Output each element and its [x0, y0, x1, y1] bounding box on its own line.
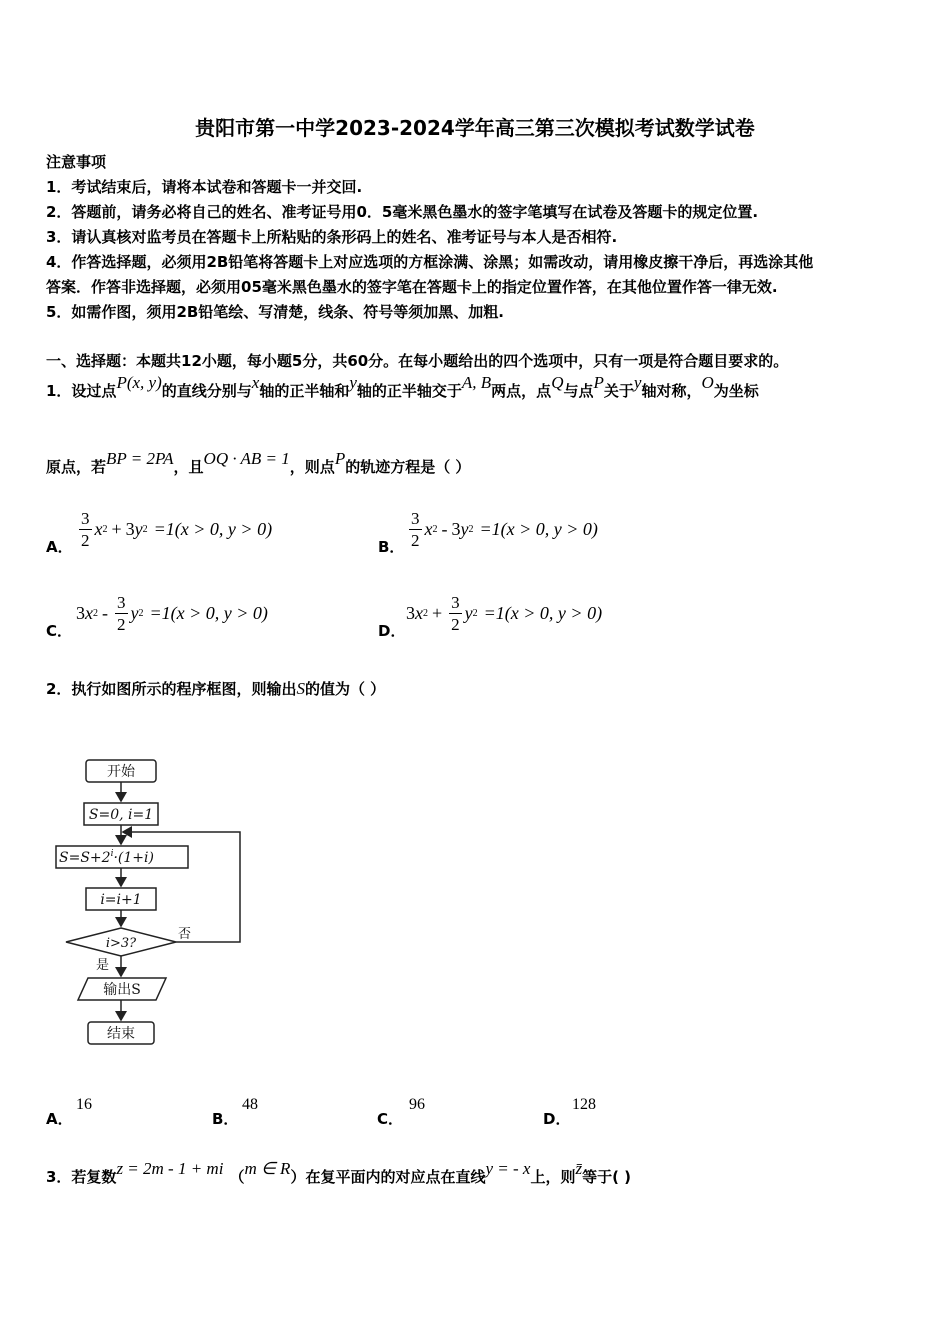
notice-item-4-cont: 答案．作答非选择题，必须用05毫米黑色墨水的签字笔在答题卡上的指定位置作答，在其他位置作答一律无效. — [46, 278, 778, 296]
q2-stem: 2．执行如图所示的程序框图，则输出S的值为（ ） — [46, 679, 386, 698]
notice-heading: 注意事项 — [46, 153, 107, 171]
flow-end-label: 结束 — [107, 1026, 135, 1042]
q1-option-a[interactable]: $\frac{3}{2}$ x 2 + 3 y 2 =1(x > 0, y > 0) — [81, 509, 273, 550]
q1-math: BP = 2PA — [106, 449, 174, 468]
fraction: $\frac{3}{2}$ — [451, 593, 460, 634]
notice-item-2: 2．答题前，请务必将自己的姓名、准考证号用0．5毫米黑色墨水的签字笔填写在试卷及答题卡的规定位置. — [46, 203, 759, 221]
flow-decision-label: i>3? — [105, 936, 137, 951]
q1-text: 原点，若 — [46, 458, 107, 476]
q2-option-a[interactable]: 16 — [76, 1096, 92, 1113]
q2-option-c[interactable]: 96 — [409, 1096, 425, 1113]
q1-text: ，则点 — [289, 458, 335, 476]
fraction: $\frac{3}{2}$ — [81, 509, 90, 550]
notice-item-5: 5．如需作图，须用2B铅笔绘、写清楚，线条、符号等须加黑、加粗. — [46, 303, 505, 321]
q1-math: x — [251, 373, 260, 392]
q1-line-2 — [46, 449, 471, 477]
q1-text: 与点 — [563, 382, 594, 400]
q1-math: y — [349, 373, 357, 392]
q1-option-b-label: B． — [378, 538, 405, 556]
q1-math: P(x, y) — [116, 373, 162, 392]
q1-text: 轴的正半轴和 — [259, 382, 350, 400]
flow-output-label: 输出S — [103, 982, 141, 998]
flow-yes-label: 是 — [96, 958, 110, 973]
q2-option-a-label: A． — [46, 1110, 73, 1128]
flow-inc-label: i=i+1 — [100, 892, 142, 908]
q1-math: y — [633, 373, 642, 392]
q1-math: P — [593, 373, 604, 392]
q1-text: 的直线分别与 — [161, 382, 252, 400]
q1-option-d-label: D． — [378, 622, 406, 640]
q1-option-c-label: C． — [46, 622, 73, 640]
q1-text: 1．设过点 — [46, 382, 117, 400]
notice-item-3: 3．请认真核对监考员在答题卡上所粘贴的条形码上的姓名、准考证号与本人是否相符. — [46, 228, 618, 246]
q3-stem: 3．若复数z = 2m - 1 + mi （m ∈ R）在复平面内的对应点在直线y = - x上，则z̄等于( ) — [46, 1159, 632, 1186]
q2-option-b[interactable]: 48 — [242, 1096, 258, 1113]
notice-item-1: 1．考试结束后，请将本试卷和答题卡一并交回. — [46, 178, 363, 196]
q2-option-d-label: D． — [543, 1110, 571, 1128]
q1-math: OQ · AB = 1 — [203, 449, 290, 468]
q2-option-c-label: C． — [377, 1110, 404, 1128]
q1-text: 轴对称， — [641, 382, 702, 400]
flowchart — [44, 755, 249, 1055]
q1-math: Q — [551, 373, 564, 392]
fraction: $\frac{3}{2}$ — [411, 509, 420, 550]
q1-text: 轴的正半轴交于 — [356, 382, 462, 400]
q1-option-d[interactable]: 3 x 2 + $\frac{3}{2}$ y 2 =1(x > 0, y > 0) — [406, 593, 603, 634]
section-heading: 一、选择题：本题共12小题，每小题5分，共60分。在每小题给出的四个选项中，只有一项是符合题目要求的。 — [46, 352, 789, 370]
q2-option-b-label: B． — [212, 1110, 239, 1128]
q1-text: ，且 — [173, 458, 204, 476]
flow-init-label: S=0, i=1 — [88, 807, 154, 823]
q2-option-d[interactable]: 128 — [572, 1096, 596, 1113]
flow-update-label: $S=S+2^i\cdot(1+i)$ — [59, 849, 154, 866]
q1-option-b[interactable]: $\frac{3}{2}$ x 2 - 3 y 2 =1(x > 0, y > 0) — [411, 509, 598, 550]
q1-text: 为坐标 — [713, 382, 759, 400]
q1-math: O — [701, 373, 714, 392]
page-title: 贵阳市第一中学2023-2024学年高三第三次模拟考试数学试卷 — [195, 116, 755, 140]
q1-text: 两点，点 — [491, 382, 552, 400]
q1-text: 的轨迹方程是（ ） — [345, 458, 471, 476]
q1-option-a-label: A． — [46, 538, 73, 556]
q1-math: A, B — [461, 373, 492, 392]
flow-no-label: 否 — [178, 927, 192, 942]
notice-item-4: 4．作答选择题，必须用2B铅笔将答题卡上对应选项的方框涂满、涂黑；如需改动，请用橡皮擦干净后，再选涂其他 — [46, 253, 814, 271]
q1-math: P — [334, 449, 346, 468]
q1-option-c[interactable]: 3 x 2 - $\frac{3}{2}$ y 2 =1(x > 0, y > 0) — [76, 593, 268, 634]
q1-text: 关于 — [603, 382, 634, 400]
fraction: $\frac{3}{2}$ — [117, 593, 126, 634]
flow-start-label: 开始 — [107, 764, 135, 780]
q1-line-1 — [46, 373, 759, 401]
